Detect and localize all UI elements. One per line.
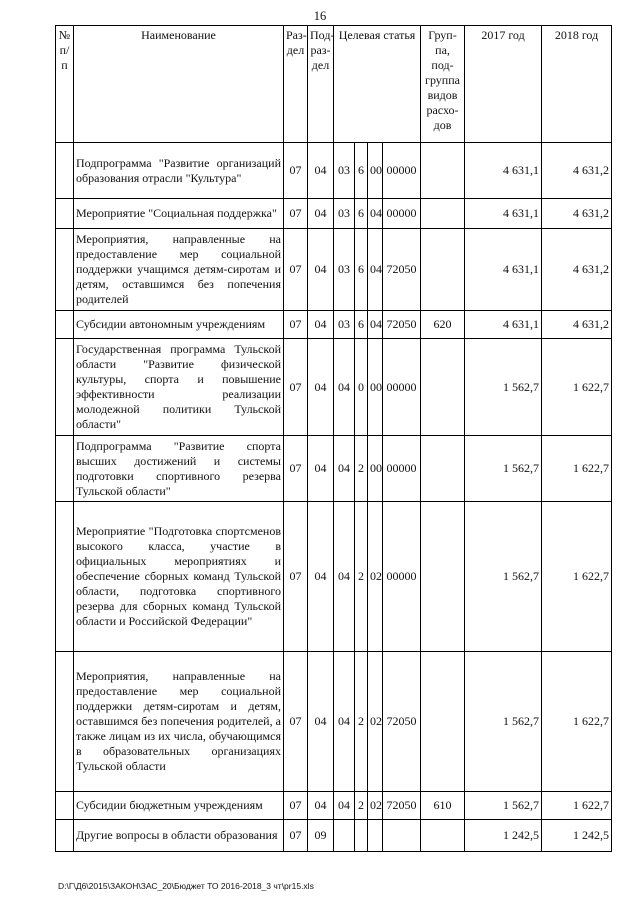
row-target-subprogram: 2 — [355, 502, 368, 652]
row-expense-group — [421, 820, 465, 852]
row-num — [56, 502, 74, 652]
row-target-subprogram: 0 — [355, 339, 368, 436]
row-amount-2017: 1 562,7 — [465, 436, 542, 502]
row-target-direction: 00000 — [383, 339, 421, 436]
row-amount-2018: 4 631,2 — [542, 199, 612, 229]
row-target-subprogram: 2 — [355, 652, 368, 792]
row-name: Субсидии автономным учреждениям — [74, 311, 284, 339]
row-podrazdel: 09 — [308, 820, 334, 852]
row-amount-2018: 1 622,7 — [542, 339, 612, 436]
row-podrazdel: 04 — [308, 792, 334, 820]
row-target-event: 04 — [368, 229, 383, 311]
row-target-event — [368, 820, 383, 852]
table-row — [56, 143, 612, 199]
row-num — [56, 792, 74, 820]
row-target-program: 04 — [334, 652, 355, 792]
row-amount-2018: 4 631,2 — [542, 143, 612, 199]
row-amount-2017: 1 562,7 — [465, 652, 542, 792]
row-num — [56, 143, 74, 199]
table-row — [56, 339, 612, 436]
row-name: Подпрограмма "Развитие спорта высших достижений и системы подготовки спортивного резерва Тульской области" — [74, 436, 284, 502]
file-path-footer: D:\Г\Д6\2015\ЗАКОН\ЗАС_20\Бюджет ТО 2016-2018_3 чт\pr15.xls — [58, 881, 314, 891]
row-target-subprogram: 6 — [355, 199, 368, 229]
row-num — [56, 652, 74, 792]
row-target-event: 00 — [368, 143, 383, 199]
row-amount-2017: 4 631,1 — [465, 143, 542, 199]
row-num — [56, 199, 74, 229]
row-expense-group — [421, 143, 465, 199]
row-target-direction: 00000 — [383, 436, 421, 502]
row-num — [56, 339, 74, 436]
row-expense-group — [421, 502, 465, 652]
row-num — [56, 311, 74, 339]
page-number: 16 — [313, 9, 327, 23]
row-razdel: 07 — [284, 199, 308, 229]
row-target-direction: 00000 — [383, 143, 421, 199]
table-row — [56, 820, 612, 852]
row-razdel: 07 — [284, 229, 308, 311]
row-target-subprogram: 2 — [355, 792, 368, 820]
row-podrazdel: 04 — [308, 502, 334, 652]
table-row — [56, 502, 612, 652]
row-amount-2018: 1 622,7 — [542, 792, 612, 820]
row-razdel: 07 — [284, 820, 308, 852]
row-podrazdel: 04 — [308, 339, 334, 436]
row-target-program: 04 — [334, 792, 355, 820]
row-target-event: 04 — [368, 311, 383, 339]
row-name: Мероприятия, направленные на предоставление мер социальной поддержки детям-сиротам и детям, оставшимся без попечения родителей, а также лицам из их числа, обучающимся в образовательных организациях Тульской области — [74, 652, 284, 792]
row-expense-group — [421, 436, 465, 502]
row-amount-2018: 1 622,7 — [542, 436, 612, 502]
row-target-subprogram: 2 — [355, 436, 368, 502]
header-2018: 2018 год — [542, 26, 612, 143]
row-amount-2017: 4 631,1 — [465, 229, 542, 311]
row-amount-2017: 1 562,7 — [465, 502, 542, 652]
row-razdel: 07 — [284, 339, 308, 436]
table-header-row — [56, 26, 612, 143]
row-target-event: 02 — [368, 502, 383, 652]
row-target-event: 04 — [368, 199, 383, 229]
row-amount-2018: 4 631,2 — [542, 311, 612, 339]
row-razdel: 07 — [284, 652, 308, 792]
header-razdel: Раз-дел — [284, 26, 308, 143]
row-target-direction: 00000 — [383, 199, 421, 229]
row-target-direction: 00000 — [383, 502, 421, 652]
row-target-program: 03 — [334, 199, 355, 229]
row-amount-2017: 1 242,5 — [465, 820, 542, 852]
row-target-direction: 72050 — [383, 229, 421, 311]
row-amount-2018: 1 242,5 — [542, 820, 612, 852]
header-podrazdel: Под-раз-дел — [308, 26, 334, 143]
row-amount-2018: 1 622,7 — [542, 502, 612, 652]
row-razdel: 07 — [284, 143, 308, 199]
row-target-subprogram — [355, 820, 368, 852]
row-razdel: 07 — [284, 502, 308, 652]
row-num — [56, 436, 74, 502]
table-row — [56, 229, 612, 311]
header-target-article: Целевая статья — [334, 26, 421, 143]
header-name: Наименование — [74, 26, 284, 143]
row-name: Государственная программа Тульской области "Развитие физической культуры, спорта и повышение эффективности реализации молодежной политики Тульской области" — [74, 339, 284, 436]
row-expense-group: 620 — [421, 311, 465, 339]
table-row — [56, 652, 612, 792]
row-expense-group — [421, 199, 465, 229]
row-name: Мероприятия, направленные на предоставление мер социальной поддержки учащимся детям-сиротам и детям, оставшимся без попечения родителей — [74, 229, 284, 311]
row-amount-2017: 4 631,1 — [465, 199, 542, 229]
row-podrazdel: 04 — [308, 229, 334, 311]
table-row — [56, 311, 612, 339]
header-2017: 2017 год — [465, 26, 542, 143]
row-expense-group — [421, 652, 465, 792]
row-amount-2018: 1 622,7 — [542, 652, 612, 792]
row-razdel: 07 — [284, 436, 308, 502]
row-target-subprogram: 6 — [355, 143, 368, 199]
row-target-program: 03 — [334, 311, 355, 339]
table-row — [56, 199, 612, 229]
row-expense-group — [421, 339, 465, 436]
row-amount-2018: 4 631,2 — [542, 229, 612, 311]
row-target-program: 03 — [334, 229, 355, 311]
row-name: Другие вопросы в области образования — [74, 820, 284, 852]
row-target-program — [334, 820, 355, 852]
row-expense-group — [421, 229, 465, 311]
row-target-event: 00 — [368, 436, 383, 502]
row-target-program: 04 — [334, 436, 355, 502]
row-target-event: 02 — [368, 652, 383, 792]
row-amount-2017: 1 562,7 — [465, 339, 542, 436]
row-target-direction: 72050 — [383, 792, 421, 820]
row-razdel: 07 — [284, 792, 308, 820]
row-podrazdel: 04 — [308, 143, 334, 199]
row-name: Мероприятие "Социальная поддержка" — [74, 199, 284, 229]
table-body — [56, 143, 612, 852]
header-expense-group: Груп-па, под-группа видов расхо-дов — [421, 26, 465, 143]
row-target-subprogram: 6 — [355, 311, 368, 339]
row-target-program: 03 — [334, 143, 355, 199]
row-podrazdel: 04 — [308, 652, 334, 792]
row-amount-2017: 4 631,1 — [465, 311, 542, 339]
row-target-program: 04 — [334, 339, 355, 436]
row-name: Мероприятие "Подготовка спортсменов высокого класса, участие в официальных мероприятиях и обеспечение сборных команд Тульской области, подготовка спортивного резерва для сборных команд Тульской области и Российской Федерации" — [74, 502, 284, 652]
row-target-event: 02 — [368, 792, 383, 820]
row-target-direction: 72050 — [383, 652, 421, 792]
row-name: Субсидии бюджетным учреждениям — [74, 792, 284, 820]
row-target-event: 00 — [368, 339, 383, 436]
row-name: Подпрограмма "Развитие организаций образования отрасли "Культура" — [74, 143, 284, 199]
row-podrazdel: 04 — [308, 311, 334, 339]
row-podrazdel: 04 — [308, 436, 334, 502]
row-amount-2017: 1 562,7 — [465, 792, 542, 820]
header-num: № п/ п — [56, 26, 74, 143]
row-num — [56, 229, 74, 311]
row-podrazdel: 04 — [308, 199, 334, 229]
row-razdel: 07 — [284, 311, 308, 339]
row-target-direction: 72050 — [383, 311, 421, 339]
table-row — [56, 436, 612, 502]
row-expense-group: 610 — [421, 792, 465, 820]
row-target-subprogram: 6 — [355, 229, 368, 311]
row-target-direction — [383, 820, 421, 852]
row-num — [56, 820, 74, 852]
table-row — [56, 792, 612, 820]
budget-table — [55, 25, 612, 852]
row-target-program: 04 — [334, 502, 355, 652]
